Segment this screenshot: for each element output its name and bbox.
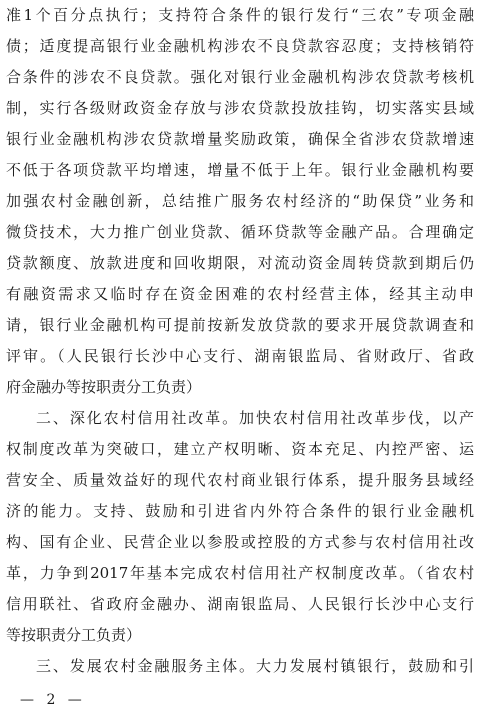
text-line: 银行业金融机构涉农贷款增量奖励政策，确保全省涉农贷款增速 — [6, 130, 474, 148]
text-line: 有融资需求又临时存在资金困难的农村经营主体，经其主动申 — [6, 285, 474, 303]
document-body — [6, 0, 474, 682]
text-line: 信用联社、省政府金融办、湖南银监局、人民银行长沙中心支行 — [6, 595, 474, 613]
paragraph — [6, 651, 474, 682]
page-number: — 2 — — [20, 692, 86, 708]
text-line: 构、国有企业、民营企业以参股或控股的方式参与农村信用社改 — [6, 533, 474, 551]
text-line: 加强农村金融创新，总结推广服务农村经济的“助保贷”业务和 — [6, 192, 474, 210]
text-line: 评审。（人民银行长沙中心支行、湖南银监局、省财政厅、省政 — [6, 347, 474, 365]
text-line: 权制度改革为突破口，建立产权明晰、资本充足、内控严密、运 — [6, 440, 474, 458]
text-line: 不低于各项贷款平均增速，增量不低于上年。银行业金融机构要 — [6, 161, 474, 179]
text-line: 革，力争到2017年基本完成农村信用社产权制度改革。（省农村 — [6, 564, 474, 582]
text-line: 债；适度提高银行业金融机构涉农不良贷款容忍度；支持核销符 — [6, 37, 474, 55]
text-line: 准1个百分点执行；支持符合条件的银行发行“三农”专项金融 — [6, 6, 474, 24]
paragraph — [6, 403, 474, 651]
text-line: 营安全、质量效益好的现代农村商业银行体系，提升服务县域经 — [6, 471, 474, 489]
text-line: 合条件的涉农不良贷款。强化对银行业金融机构涉农贷款考核机 — [6, 68, 474, 86]
text-line: 济的能力。支持、鼓励和引进省内外符合条件的银行业金融机 — [6, 502, 474, 520]
text-line: 制，实行各级财政资金存放与涉农贷款投放挂钩，切实落实县域 — [6, 99, 474, 117]
text-line: 二、深化农村信用社改革。加快农村信用社改革步伐，以产 — [36, 409, 474, 427]
text-line: 请，银行业金融机构可提前按新发放贷款的要求开展贷款调查和 — [6, 316, 474, 334]
text-line: 三、发展农村金融服务主体。大力发展村镇银行，鼓励和引 — [36, 657, 474, 675]
text-line: 等按职责分工负责） — [6, 626, 142, 644]
paragraph — [6, 0, 474, 403]
text-line: 微贷技术，大力推广创业贷款、循环贷款等金融产品。合理确定 — [6, 223, 474, 241]
text-line: 府金融办等按职责分工负责） — [6, 378, 202, 396]
text-line: 贷款额度、放款进度和回收期限，对流动资金周转贷款到期后仍 — [6, 254, 474, 272]
